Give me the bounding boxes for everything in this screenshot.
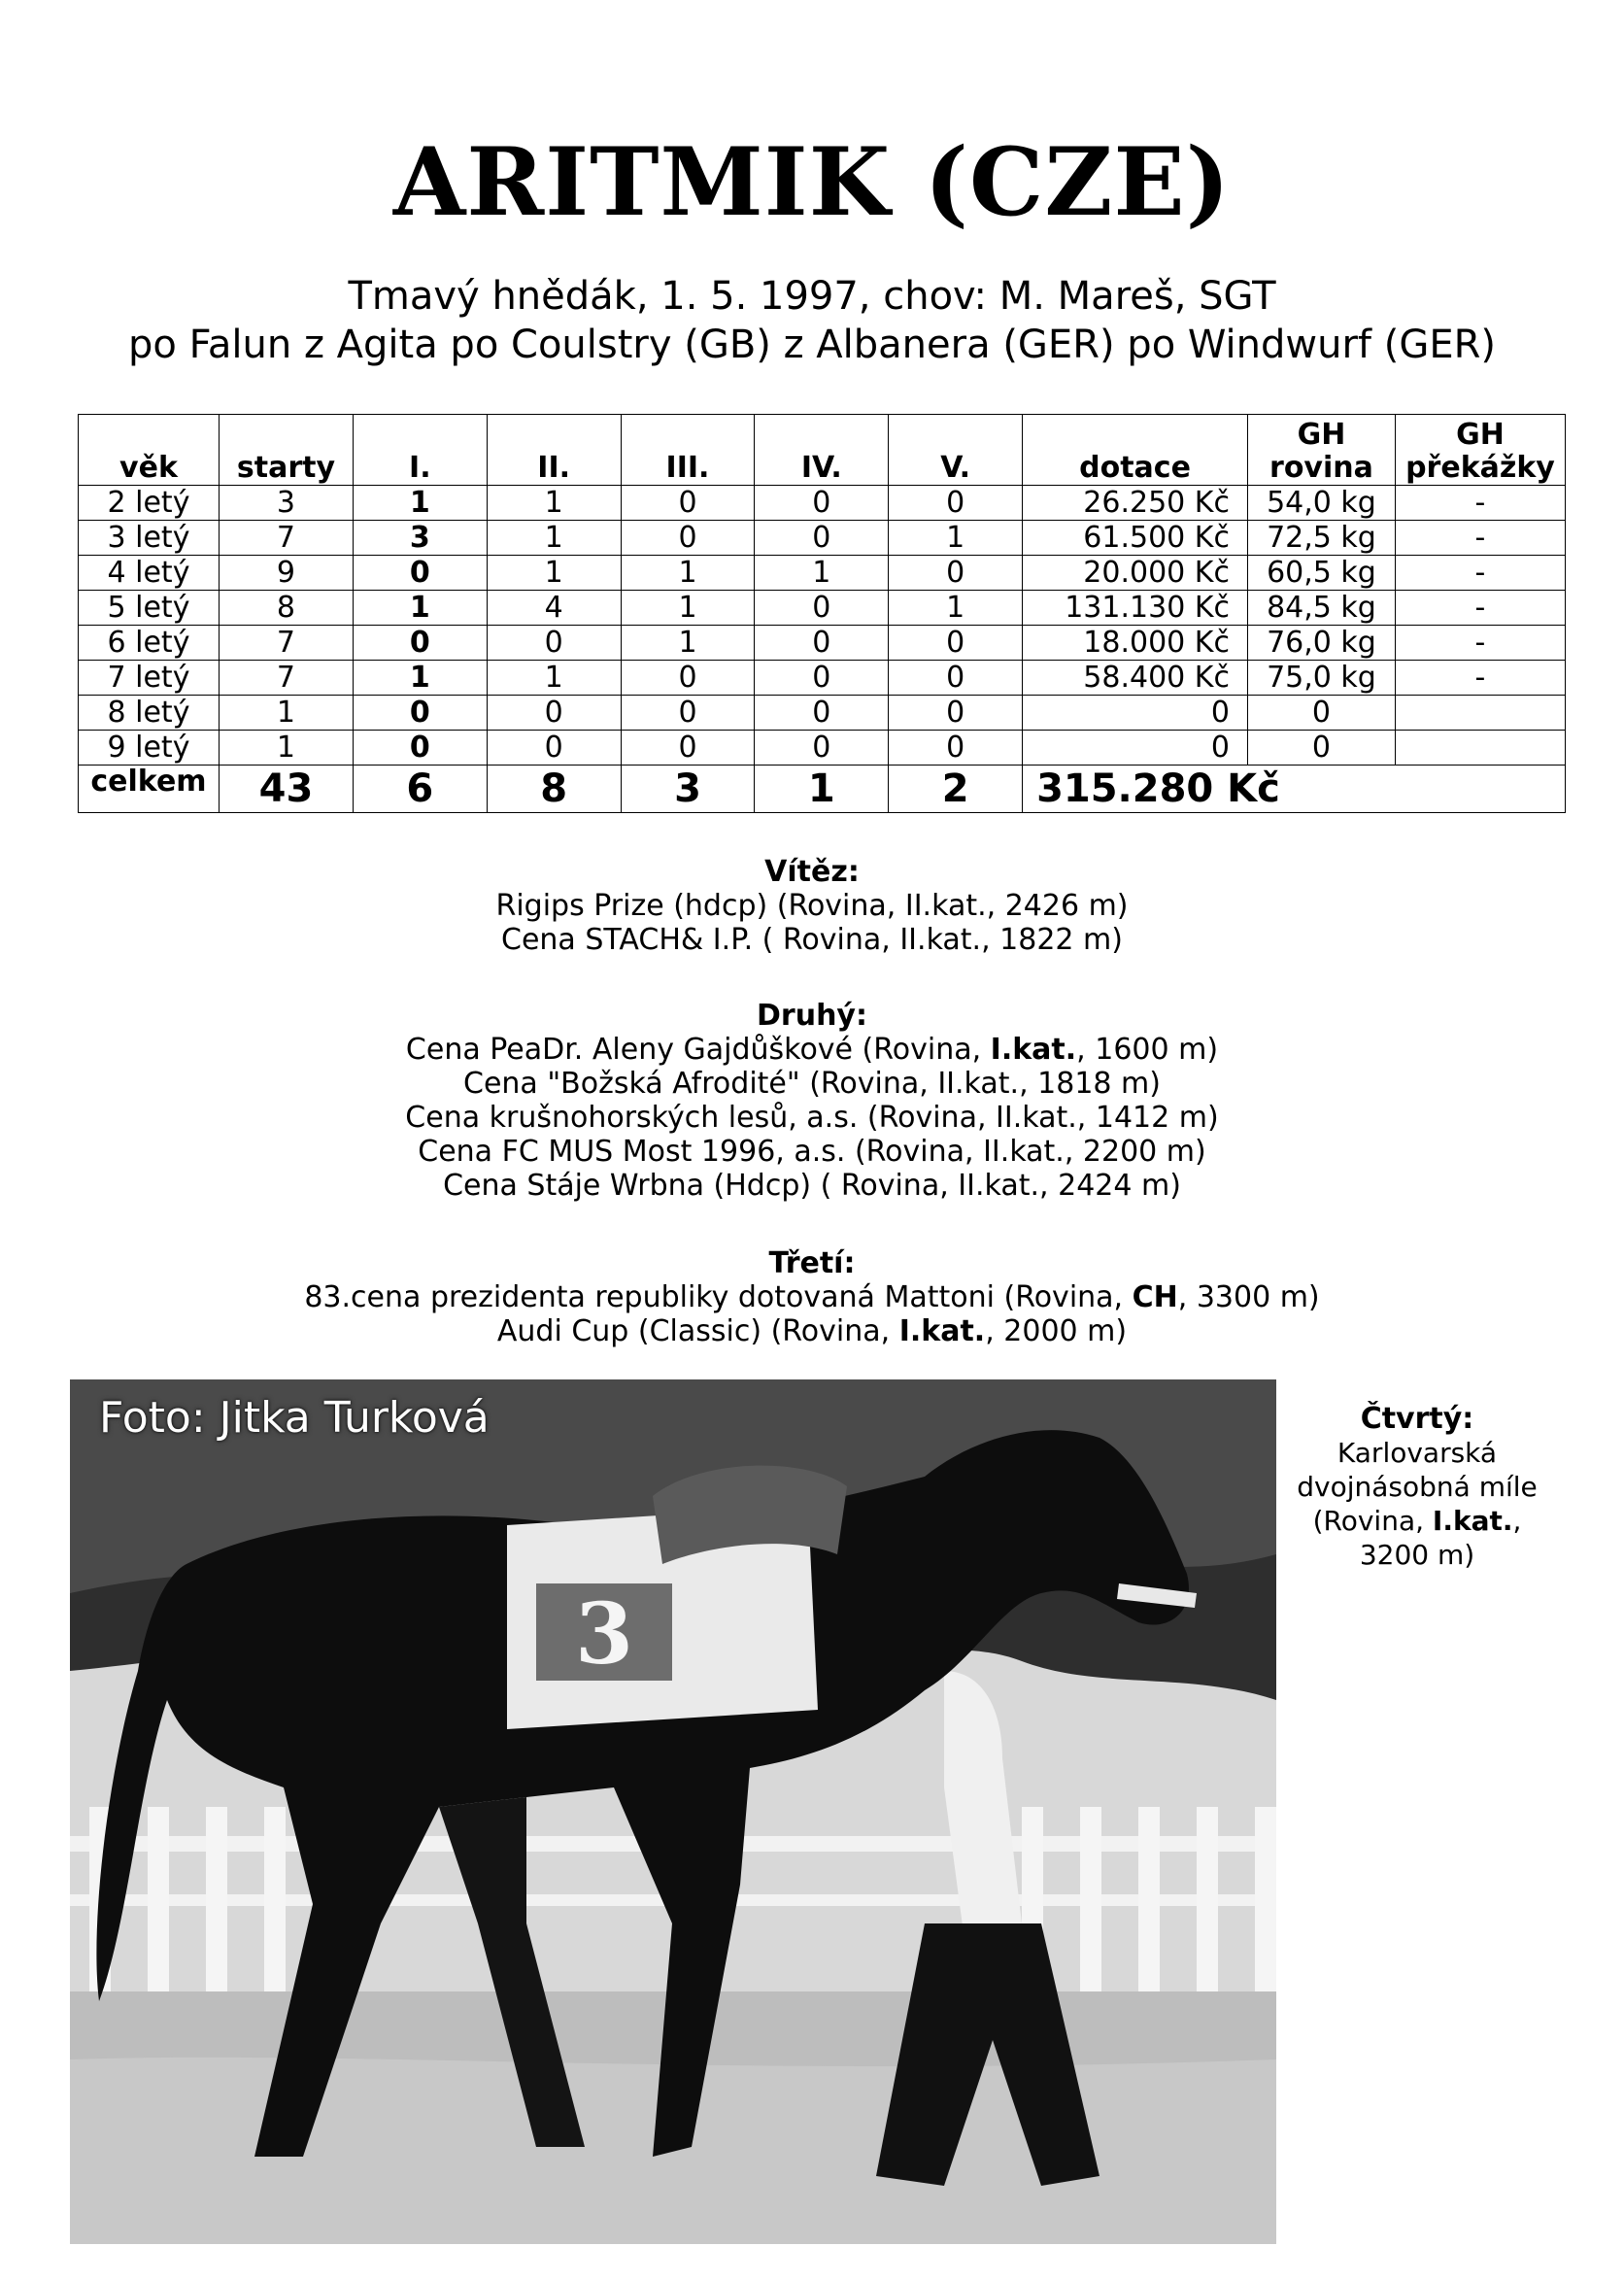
cell-gh-flat: 60,5 kg bbox=[1247, 556, 1395, 591]
table-total-row bbox=[79, 766, 1566, 813]
table-row bbox=[79, 556, 1566, 591]
cell-gh-jump: - bbox=[1395, 486, 1565, 521]
third-place-section bbox=[0, 1246, 1624, 1348]
header-fifth: V. bbox=[889, 415, 1023, 486]
third-race-1: 83.cena prezidenta republiky dotovaná Mattoni (Rovina, CH, 3300 m) bbox=[304, 1280, 1320, 1314]
cell-fourth: 1 bbox=[755, 556, 889, 591]
cell-gh-flat: 0 bbox=[1247, 731, 1395, 766]
header-first: I. bbox=[353, 415, 487, 486]
cell-third: 1 bbox=[621, 556, 755, 591]
cell-age: 7 letý bbox=[79, 661, 220, 696]
cell-second: 0 bbox=[487, 696, 621, 731]
cell-second: 1 bbox=[487, 556, 621, 591]
cell-starts: 7 bbox=[219, 661, 353, 696]
cell-prize: 0 bbox=[1023, 731, 1248, 766]
winner-heading: Vítěz: bbox=[764, 855, 860, 889]
cell-gh-jump: - bbox=[1395, 556, 1565, 591]
table-row bbox=[79, 626, 1566, 661]
saddle-number: 3 bbox=[575, 1585, 633, 1684]
total-fifth: 2 bbox=[889, 766, 1023, 813]
cell-fourth: 0 bbox=[755, 731, 889, 766]
cell-gh-flat: 84,5 kg bbox=[1247, 591, 1395, 626]
winner-section bbox=[0, 855, 1624, 957]
total-starts: 43 bbox=[219, 766, 353, 813]
cell-age: 9 letý bbox=[79, 731, 220, 766]
cell-fourth: 0 bbox=[755, 626, 889, 661]
second-race-5: Cena Stáje Wrbna (Hdcp) ( Rovina, II.kat., 2424 m) bbox=[443, 1169, 1181, 1203]
cell-gh-flat: 72,5 kg bbox=[1247, 521, 1395, 556]
cell-prize: 26.250 Kč bbox=[1023, 486, 1248, 521]
second-race-3: Cena krušnohorských lesů, a.s. (Rovina, II.kat., 1412 m) bbox=[405, 1101, 1219, 1135]
cell-fifth: 0 bbox=[889, 556, 1023, 591]
total-second: 8 bbox=[487, 766, 621, 813]
second-race-4: Cena FC MUS Most 1996, a.s. (Rovina, II.kat., 2200 m) bbox=[418, 1135, 1206, 1169]
cell-fifth: 0 bbox=[889, 661, 1023, 696]
header-gh-jump bbox=[1395, 415, 1565, 486]
table-row bbox=[79, 591, 1566, 626]
cell-second: 0 bbox=[487, 626, 621, 661]
cell-third: 1 bbox=[621, 591, 755, 626]
second-heading: Druhý: bbox=[757, 999, 867, 1033]
cell-gh-flat: 54,0 kg bbox=[1247, 486, 1395, 521]
cell-first: 1 bbox=[353, 591, 487, 626]
cell-fourth: 0 bbox=[755, 486, 889, 521]
cell-third: 1 bbox=[621, 626, 755, 661]
cell-gh-jump: - bbox=[1395, 521, 1565, 556]
fourth-heading: Čtvrtý: bbox=[1360, 1402, 1474, 1436]
header-starts: starty bbox=[219, 415, 353, 486]
cell-prize: 0 bbox=[1023, 696, 1248, 731]
winner-race-1: Rigips Prize (hdcp) (Rovina, II.kat., 2426 m) bbox=[495, 889, 1129, 923]
cell-prize: 58.400 Kč bbox=[1023, 661, 1248, 696]
header-second: II. bbox=[487, 415, 621, 486]
second-race-1: Cena PeaDr. Aleny Gajdůškové (Rovina, I.kat., 1600 m) bbox=[405, 1033, 1219, 1067]
header-gh-flat bbox=[1247, 415, 1395, 486]
table-row bbox=[79, 486, 1566, 521]
cell-fifth: 0 bbox=[889, 486, 1023, 521]
winner-race-2: Cena STACH& I.P. ( Rovina, II.kat., 1822 m) bbox=[501, 923, 1123, 957]
horse-illustration bbox=[70, 1379, 1276, 2244]
cell-fourth: 0 bbox=[755, 591, 889, 626]
cell-second: 4 bbox=[487, 591, 621, 626]
cell-third: 0 bbox=[621, 696, 755, 731]
cell-first: 0 bbox=[353, 696, 487, 731]
cell-gh-jump: - bbox=[1395, 626, 1565, 661]
table-row bbox=[79, 731, 1566, 766]
third-race-2: Audi Cup (Classic) (Rovina, I.kat., 2000 m) bbox=[496, 1314, 1128, 1348]
cell-gh-jump: - bbox=[1395, 661, 1565, 696]
total-third: 3 bbox=[621, 766, 755, 813]
cell-starts: 3 bbox=[219, 486, 353, 521]
cell-fifth: 0 bbox=[889, 696, 1023, 731]
cell-prize: 61.500 Kč bbox=[1023, 521, 1248, 556]
fourth-place-section bbox=[1280, 1402, 1554, 1572]
fourth-race-line4: 3200 m) bbox=[1359, 1539, 1475, 1571]
second-race-2: Cena "Božská Afrodité" (Rovina, II.kat., 1818 m) bbox=[463, 1067, 1161, 1101]
header-third: III. bbox=[621, 415, 755, 486]
table-header-row bbox=[79, 415, 1566, 486]
race-stats-table bbox=[78, 414, 1566, 813]
cell-third: 0 bbox=[621, 661, 755, 696]
cell-first: 0 bbox=[353, 731, 487, 766]
cell-starts: 1 bbox=[219, 696, 353, 731]
cell-starts: 8 bbox=[219, 591, 353, 626]
cell-third: 0 bbox=[621, 731, 755, 766]
photo-credit: Foto: Jitka Turková bbox=[99, 1393, 490, 1443]
cell-age: 5 letý bbox=[79, 591, 220, 626]
cell-gh-jump bbox=[1395, 731, 1565, 766]
header-gh-flat-line2: rovina bbox=[1269, 451, 1373, 485]
third-heading: Třetí: bbox=[768, 1246, 856, 1280]
cell-third: 0 bbox=[621, 521, 755, 556]
table-row bbox=[79, 696, 1566, 731]
total-label: celkem bbox=[79, 766, 220, 813]
cell-starts: 7 bbox=[219, 626, 353, 661]
cell-gh-flat: 75,0 kg bbox=[1247, 661, 1395, 696]
header-gh-flat-line1: GH bbox=[1297, 418, 1346, 452]
cell-age: 2 letý bbox=[79, 486, 220, 521]
total-first: 6 bbox=[353, 766, 487, 813]
cell-third: 0 bbox=[621, 486, 755, 521]
cell-age: 3 letý bbox=[79, 521, 220, 556]
cell-first: 0 bbox=[353, 626, 487, 661]
total-prize: 315.280 Kč bbox=[1023, 766, 1566, 813]
cell-gh-jump bbox=[1395, 696, 1565, 731]
cell-second: 1 bbox=[487, 486, 621, 521]
cell-fourth: 0 bbox=[755, 521, 889, 556]
cell-age: 8 letý bbox=[79, 696, 220, 731]
cell-fifth: 1 bbox=[889, 591, 1023, 626]
header-gh-jump-line1: GH bbox=[1456, 418, 1505, 452]
fourth-race-line2: dvojnásobná míle bbox=[1297, 1471, 1538, 1503]
cell-fifth: 1 bbox=[889, 521, 1023, 556]
cell-first: 1 bbox=[353, 661, 487, 696]
cell-first: 1 bbox=[353, 486, 487, 521]
header-age: věk bbox=[79, 415, 220, 486]
cell-gh-flat: 0 bbox=[1247, 696, 1395, 731]
cell-second: 0 bbox=[487, 731, 621, 766]
header-gh-jump-line2: překážky bbox=[1405, 451, 1555, 485]
cell-age: 4 letý bbox=[79, 556, 220, 591]
horse-photo bbox=[70, 1379, 1276, 2244]
horse-details: Tmavý hnědák, 1. 5. 1997, chov: M. Mareš, SGT bbox=[348, 274, 1276, 319]
second-place-section bbox=[0, 999, 1624, 1203]
cell-first: 0 bbox=[353, 556, 487, 591]
cell-fifth: 0 bbox=[889, 626, 1023, 661]
cell-prize: 131.130 Kč bbox=[1023, 591, 1248, 626]
cell-fourth: 0 bbox=[755, 661, 889, 696]
cell-prize: 20.000 Kč bbox=[1023, 556, 1248, 591]
cell-gh-jump: - bbox=[1395, 591, 1565, 626]
cell-starts: 9 bbox=[219, 556, 353, 591]
cell-fourth: 0 bbox=[755, 696, 889, 731]
cell-second: 1 bbox=[487, 661, 621, 696]
horse-pedigree: po Falun z Agita po Coulstry (GB) z Albanera (GER) po Windwurf (GER) bbox=[127, 323, 1496, 367]
cell-second: 1 bbox=[487, 521, 621, 556]
cell-gh-flat: 76,0 kg bbox=[1247, 626, 1395, 661]
cell-fifth: 0 bbox=[889, 731, 1023, 766]
cell-starts: 7 bbox=[219, 521, 353, 556]
cell-first: 3 bbox=[353, 521, 487, 556]
fourth-race-line3: (Rovina, I.kat., bbox=[1312, 1505, 1522, 1537]
header-fourth: IV. bbox=[755, 415, 889, 486]
page-title: ARITMIK (CZE) bbox=[392, 127, 1232, 237]
cell-age: 6 letý bbox=[79, 626, 220, 661]
table-row bbox=[79, 661, 1566, 696]
total-fourth: 1 bbox=[755, 766, 889, 813]
cell-starts: 1 bbox=[219, 731, 353, 766]
header-prize: dotace bbox=[1023, 415, 1248, 486]
table-row bbox=[79, 521, 1566, 556]
cell-prize: 18.000 Kč bbox=[1023, 626, 1248, 661]
fourth-race-line1: Karlovarská bbox=[1336, 1437, 1498, 1469]
